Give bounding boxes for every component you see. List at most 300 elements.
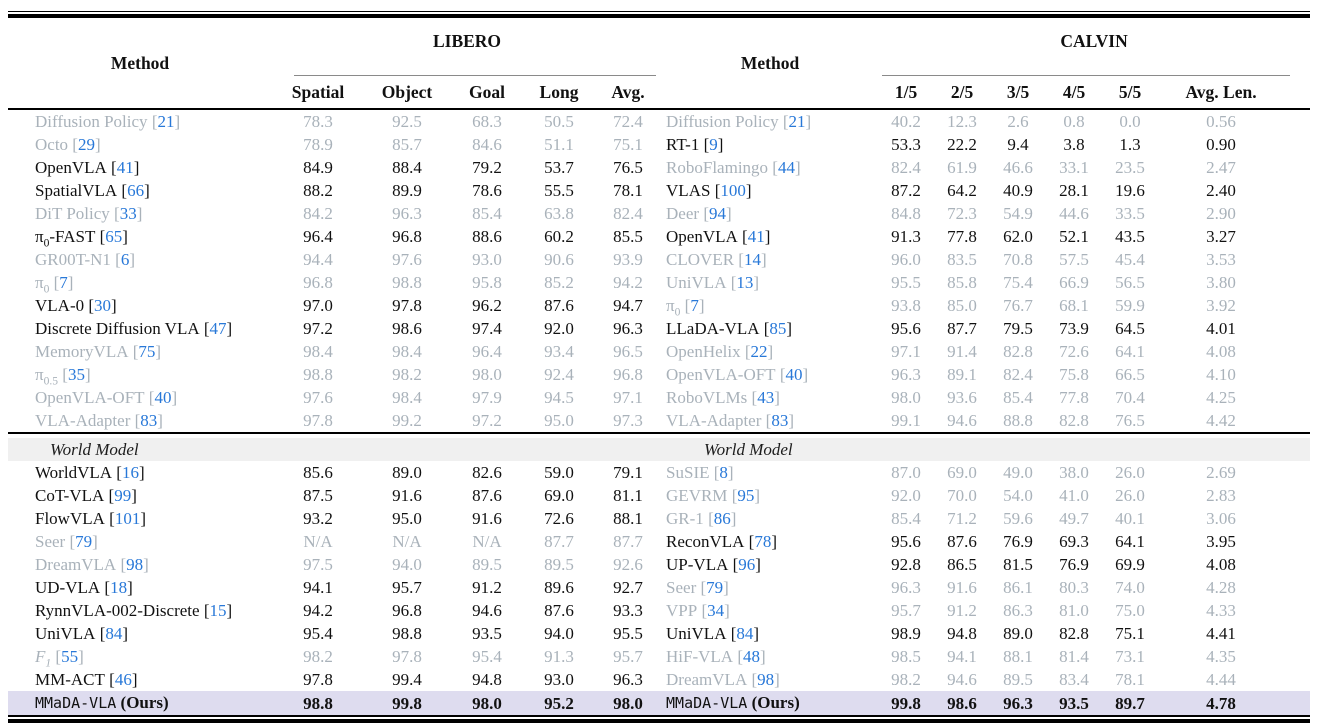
citation-bracket: ] [144, 181, 150, 200]
citation-bracket: ] [764, 227, 771, 246]
method-cell [662, 202, 878, 225]
citation-link[interactable]: 15 [209, 601, 227, 620]
citation-bracket: [ [68, 135, 78, 154]
section-header-row [8, 438, 1310, 461]
value-cell: 2.40 [1206, 181, 1236, 200]
value-cell: N/A [472, 532, 502, 551]
value-cell: 97.3 [613, 411, 643, 430]
citation-link[interactable]: 95 [737, 486, 755, 505]
method-name: OpenVLA-OFT [666, 365, 776, 384]
table-row [8, 156, 1310, 179]
value-cell: 72.6 [1059, 342, 1089, 361]
value-cell: 97.8 [303, 411, 333, 430]
value-cell: 91.3 [544, 647, 574, 666]
value-cell: 81.5 [1003, 555, 1033, 574]
method-name: GEVRM [666, 486, 728, 505]
citation-link[interactable]: 48 [743, 647, 761, 666]
citation-bracket: ] [127, 578, 133, 597]
value-cell: 91.3 [891, 227, 921, 246]
value-cell: 99.4 [392, 670, 422, 689]
value-cell: 3.27 [1206, 227, 1236, 246]
value-cell: 75.0 [1115, 601, 1145, 620]
value-cell: 95.8 [472, 273, 502, 292]
citation-link[interactable]: 44 [777, 158, 795, 177]
citation-link[interactable]: 7 [59, 273, 68, 292]
value-cell: 93.2 [303, 509, 333, 528]
value-cell: 98.4 [392, 388, 422, 407]
value-cell: 70.0 [947, 486, 977, 505]
value-cell: 95.0 [544, 411, 574, 430]
citation-bracket: ] [754, 486, 761, 505]
value-cell: 94.0 [392, 555, 422, 574]
value-cell: 95.7 [392, 578, 422, 597]
citation-bracket: [ [199, 601, 210, 620]
method-cell [662, 109, 878, 133]
calvin-group-header [878, 18, 1310, 76]
citation-link[interactable]: 84 [105, 624, 123, 643]
method-cell [8, 553, 272, 576]
citation-bracket: ] [226, 319, 233, 338]
citation-bracket: ] [725, 204, 732, 223]
value-cell: 91.6 [947, 578, 977, 597]
citation-link[interactable]: 96 [738, 555, 756, 574]
value-cell: 78.9 [303, 135, 333, 154]
citation-bracket: [ [728, 555, 739, 574]
method-name: Octo [35, 135, 69, 154]
citation-bracket: [ [734, 250, 744, 269]
citation-link[interactable]: 41 [116, 158, 134, 177]
citation-link[interactable]: 98 [757, 670, 775, 689]
value-cell: 97.5 [303, 555, 333, 574]
value-cell: 92.8 [891, 555, 921, 574]
value-cell: 92.0 [891, 486, 921, 505]
value-cell: 97.0 [303, 296, 333, 315]
value-cell: 40.2 [891, 112, 921, 131]
value-cell: 64.2 [947, 181, 977, 200]
table-row [8, 507, 1310, 530]
citation-link[interactable]: 30 [94, 296, 112, 315]
citation-bracket: [ [104, 509, 115, 528]
value-cell: 72.4 [613, 112, 643, 131]
citation-link[interactable]: 99 [114, 486, 132, 505]
value-cell: 69.9 [1115, 555, 1145, 574]
method-cell [662, 294, 878, 317]
value-cell: 96.3 [392, 204, 422, 223]
value-cell: 4.35 [1206, 647, 1236, 666]
value-cell: 4.44 [1206, 670, 1236, 689]
citation-link[interactable]: 83 [771, 411, 789, 430]
method-name: VLA-0 [35, 296, 85, 315]
value-cell: 4.10 [1206, 365, 1236, 384]
method-cell [8, 363, 272, 386]
value-cell: 4.28 [1206, 578, 1236, 597]
citation-bracket: [ [84, 296, 95, 315]
value-cell: 82.4 [613, 204, 643, 223]
value-cell: 94.0 [544, 624, 574, 643]
citation-link[interactable]: 47 [209, 319, 227, 338]
value-cell: 89.1 [947, 365, 977, 384]
method-cell [8, 507, 272, 530]
value-cell: 63.8 [544, 204, 574, 223]
citation-bracket: [ [747, 388, 758, 407]
method-name: $\pi_0$ [666, 296, 681, 317]
method-name: RT-1 [666, 135, 700, 154]
citation-link[interactable]: 9 [709, 135, 718, 154]
calvin-cmidrule [882, 75, 1290, 76]
value-cell: 98.8 [392, 273, 422, 292]
value-cell: 89.6 [544, 578, 574, 597]
method-cell [8, 645, 272, 668]
method-cell [662, 484, 878, 507]
value-cell: 92.6 [613, 555, 643, 574]
citation-bracket: [ [109, 204, 120, 223]
column-header-5-5: 5/5 [1102, 76, 1158, 109]
citation-bracket: ] [767, 342, 774, 361]
value-cell: 59.9 [1115, 296, 1145, 315]
value-cell: 79.1 [613, 463, 643, 482]
citation-link[interactable]: 8 [719, 463, 728, 482]
value-cell: 96.3 [613, 670, 643, 689]
citation-link[interactable]: 22 [750, 342, 768, 361]
citation-link[interactable]: 35 [67, 365, 85, 384]
method-cell [662, 317, 878, 340]
citation-link[interactable]: 40 [154, 388, 172, 407]
column-header-4-5: 4/5 [1046, 76, 1102, 109]
column-header-long: Long [524, 76, 594, 109]
method-cell [8, 622, 272, 645]
citation-link[interactable]: 84 [736, 624, 754, 643]
method-cell [662, 133, 878, 156]
value-cell: 98.9 [891, 624, 921, 643]
value-cell: 98.2 [891, 670, 921, 689]
value-cell: 2.69 [1206, 463, 1236, 482]
section-label-right: World Model [662, 438, 1310, 461]
value-cell: 98.0 [613, 693, 643, 713]
value-cell: 85.0 [947, 296, 977, 315]
value-cell: 72.3 [947, 204, 977, 223]
citation-bracket: ] [174, 112, 181, 131]
citation-link[interactable]: 78 [754, 532, 772, 551]
method-name: VLA-Adapter [666, 411, 762, 430]
method-name: UP-VLA [666, 555, 729, 574]
method-name: MMaDA-VLA [666, 694, 748, 712]
method-cell [8, 409, 272, 433]
value-cell: 2.83 [1206, 486, 1236, 505]
column-header-avg: Avg. [594, 76, 662, 109]
column-header-goal: Goal [450, 76, 524, 109]
citation-link[interactable]: 46 [114, 670, 132, 689]
table-row [8, 340, 1310, 363]
value-cell: 83.4 [1059, 670, 1089, 689]
citation-link[interactable]: 65 [105, 227, 123, 246]
column-header-spatial: Spatial [272, 76, 364, 109]
value-cell: 57.5 [1059, 250, 1089, 269]
citation-link[interactable]: 85 [769, 319, 787, 338]
value-cell: 91.4 [947, 342, 977, 361]
value-cell: 4.33 [1206, 601, 1236, 620]
method-cell [8, 317, 272, 340]
value-cell: 93.3 [613, 601, 643, 620]
value-cell: 49.7 [1059, 509, 1089, 528]
citation-bracket: ] [131, 486, 137, 505]
value-cell: 73.9 [1059, 319, 1089, 338]
table-row [8, 202, 1310, 225]
value-cell: 82.4 [891, 158, 921, 177]
method-name: CoT-VLA [35, 486, 105, 505]
method-name: Diffusion Policy [35, 112, 148, 131]
value-cell: 78.3 [303, 112, 333, 131]
ours-row [8, 691, 1310, 715]
value-cell: 91.6 [472, 509, 502, 528]
value-cell: 72.6 [544, 509, 574, 528]
value-cell: 44.6 [1059, 204, 1089, 223]
value-cell: 85.2 [544, 273, 574, 292]
citation-bracket: [ [110, 250, 121, 269]
table-row [8, 622, 1310, 645]
value-cell: 94.6 [947, 670, 977, 689]
citation-bracket: [ [768, 158, 778, 177]
citation-link[interactable]: 16 [121, 463, 139, 482]
value-cell: 84.9 [303, 158, 333, 177]
value-cell: 96.3 [613, 319, 643, 338]
citation-bracket: [ [147, 112, 158, 131]
value-cell: 94.2 [303, 601, 333, 620]
section-label-left: World Model [8, 438, 662, 461]
value-cell: 68.3 [472, 112, 502, 131]
method-name: Seer [666, 578, 697, 597]
value-cell: 82.8 [1003, 342, 1033, 361]
value-cell: 97.9 [472, 388, 502, 407]
method-name: Deer [666, 204, 700, 223]
value-cell: 59.6 [1003, 509, 1033, 528]
value-cell: 87.7 [947, 319, 977, 338]
citation-link[interactable]: 33 [119, 204, 137, 223]
citation-bracket: [ [104, 486, 115, 505]
method-cell [8, 202, 272, 225]
table-row [8, 599, 1310, 622]
value-cell: 74.0 [1115, 578, 1145, 597]
value-cell: 64.1 [1115, 342, 1145, 361]
value-cell: 95.5 [891, 273, 921, 292]
value-cell: 95.4 [472, 647, 502, 666]
value-cell: 87.6 [472, 486, 502, 505]
citation-bracket: [ [100, 578, 111, 597]
value-cell: 2.90 [1206, 204, 1236, 223]
citation-bracket: ] [94, 135, 101, 154]
value-cell: 62.0 [1003, 227, 1033, 246]
value-cell: 69.0 [947, 463, 977, 482]
value-cell: 99.1 [891, 411, 921, 430]
value-cell: 94.8 [947, 624, 977, 643]
citation-link[interactable]: 40 [785, 365, 803, 384]
citation-link[interactable]: 21 [157, 112, 175, 131]
table-row [8, 576, 1310, 599]
citation-link[interactable]: 29 [77, 135, 95, 154]
value-cell: 23.5 [1115, 158, 1145, 177]
value-cell: 96.8 [613, 365, 643, 384]
value-cell: 91.2 [947, 601, 977, 620]
method-name: UniVLA [35, 624, 96, 643]
value-cell: 76.7 [1003, 296, 1033, 315]
citation-bracket: ] [724, 601, 730, 620]
value-cell: 3.8 [1063, 135, 1085, 154]
citation-link[interactable]: 75 [138, 342, 156, 361]
column-header-avg-len: Avg. Len. [1158, 76, 1310, 109]
value-cell: 98.8 [303, 693, 333, 713]
value-cell: 89.5 [544, 555, 574, 574]
value-cell: N/A [392, 532, 422, 551]
value-cell: 3.95 [1206, 532, 1236, 551]
citation-link[interactable]: 98 [126, 555, 144, 574]
ours-suffix: (Ours) [116, 693, 169, 712]
method-name: RoboVLMs [666, 388, 748, 407]
citation-link[interactable]: 101 [114, 509, 141, 528]
value-cell: 87.0 [891, 463, 921, 482]
method-name: Discrete Diffusion VLA [35, 319, 200, 338]
citation-link[interactable]: 41 [747, 227, 765, 246]
citation-bracket: [ [116, 555, 127, 574]
citation-bracket: ] [140, 509, 146, 528]
value-cell: 93.0 [544, 670, 574, 689]
value-cell: 88.4 [392, 158, 422, 177]
citation-link[interactable]: 94 [708, 204, 726, 223]
method-cell [662, 156, 878, 179]
method-name: LLaDA-VLA [666, 319, 760, 338]
method-cell [8, 599, 272, 622]
value-cell: 97.2 [303, 319, 333, 338]
table-row [8, 133, 1310, 156]
method-header-right: Method [662, 18, 878, 109]
method-cell [8, 668, 272, 691]
value-cell: 85.8 [947, 273, 977, 292]
value-cell: 82.8 [1059, 624, 1089, 643]
table-row [8, 645, 1310, 668]
citation-bracket: ] [786, 319, 793, 338]
citation-bracket: [ [49, 273, 60, 292]
method-cell [8, 248, 272, 271]
citation-link[interactable]: 86 [713, 509, 731, 528]
value-cell: 98.0 [472, 693, 502, 713]
citation-link[interactable]: 79 [75, 532, 93, 551]
value-cell: 75.1 [1115, 624, 1145, 643]
value-cell: 61.9 [947, 158, 977, 177]
value-cell: 96.0 [891, 250, 921, 269]
method-cell [8, 294, 272, 317]
value-cell: 88.2 [303, 181, 333, 200]
citation-link[interactable]: 7 [690, 296, 699, 315]
citation-link[interactable]: 13 [736, 273, 754, 292]
value-cell: 75.4 [1003, 273, 1033, 292]
citation-link[interactable]: 100 [720, 181, 746, 200]
value-cell: 98.4 [392, 342, 422, 361]
value-cell: 88.8 [1003, 411, 1033, 430]
value-cell: 0.0 [1119, 112, 1141, 131]
value-cell: 69.0 [544, 486, 574, 505]
value-cell: 86.5 [947, 555, 977, 574]
value-cell: 59.0 [544, 463, 574, 482]
value-cell: 66.9 [1059, 273, 1089, 292]
value-cell: 94.8 [472, 670, 502, 689]
value-cell: 85.4 [891, 509, 921, 528]
method-cell [662, 225, 878, 248]
citation-bracket: ] [753, 273, 760, 292]
method-name: UniVLA [666, 624, 727, 643]
citation-bracket: [ [58, 365, 68, 384]
citation-bracket: ] [122, 227, 128, 246]
citation-bracket: ] [122, 624, 129, 643]
value-cell: 2.47 [1206, 158, 1236, 177]
column-header-3-5: 3/5 [990, 76, 1046, 109]
method-name: $\pi_0$-FAST [35, 227, 96, 248]
method-name: RynnVLA-002-Discrete [35, 601, 200, 620]
citation-bracket: ] [92, 532, 98, 551]
citation-link[interactable]: 66 [127, 181, 145, 200]
value-cell: 77.8 [1059, 388, 1089, 407]
value-cell: 80.3 [1059, 578, 1089, 597]
value-cell: 70.8 [1003, 250, 1033, 269]
citation-link[interactable]: 18 [110, 578, 128, 597]
value-cell: 98.0 [891, 388, 921, 407]
value-cell: 19.6 [1115, 181, 1145, 200]
citation-bracket: [ [696, 578, 707, 597]
value-cell: 97.2 [472, 411, 502, 430]
value-cell: 95.7 [891, 601, 921, 620]
method-name: OpenVLA [666, 227, 738, 246]
citation-link[interactable]: 34 [707, 601, 725, 620]
value-cell: 4.78 [1206, 693, 1236, 713]
value-cell: 98.2 [392, 365, 422, 384]
method-cell [662, 386, 878, 409]
citation-link[interactable]: 55 [61, 647, 79, 666]
value-cell: 77.8 [947, 227, 977, 246]
benchmark-comparison-table [8, 18, 1310, 715]
value-cell: 56.5 [1115, 273, 1145, 292]
value-cell: 85.7 [392, 135, 422, 154]
citation-link[interactable]: 43 [757, 388, 775, 407]
value-cell: 87.2 [891, 181, 921, 200]
citation-bracket: [ [747, 670, 758, 689]
method-cell [8, 133, 272, 156]
table-row [8, 317, 1310, 340]
method-name: MemoryVLA [35, 342, 129, 361]
value-cell: 4.41 [1206, 624, 1236, 643]
citation-bracket: [ [144, 388, 155, 407]
value-cell: 89.7 [1115, 693, 1145, 713]
citation-link[interactable]: 14 [743, 250, 761, 269]
citation-link[interactable]: 6 [120, 250, 130, 269]
citation-bracket: [ [104, 670, 115, 689]
method-cell [662, 576, 878, 599]
table-row [8, 409, 1310, 433]
citation-link[interactable]: 83 [140, 411, 158, 430]
value-cell: 84.8 [891, 204, 921, 223]
value-cell: 99.2 [392, 411, 422, 430]
method-cell [662, 363, 878, 386]
value-cell: 93.4 [544, 342, 574, 361]
method-name: WorldVLA [35, 463, 113, 482]
table-row [8, 461, 1310, 484]
value-cell: 4.08 [1206, 555, 1236, 574]
value-cell: 38.0 [1059, 463, 1089, 482]
value-cell: 40.1 [1115, 509, 1145, 528]
method-name: OpenVLA-OFT [35, 388, 145, 407]
citation-bracket: ] [794, 158, 801, 177]
citation-link[interactable]: 21 [788, 112, 806, 131]
citation-bracket: ] [805, 112, 812, 131]
citation-link[interactable]: 79 [706, 578, 724, 597]
citation-bracket: [ [759, 319, 770, 338]
value-cell: 81.0 [1059, 601, 1089, 620]
